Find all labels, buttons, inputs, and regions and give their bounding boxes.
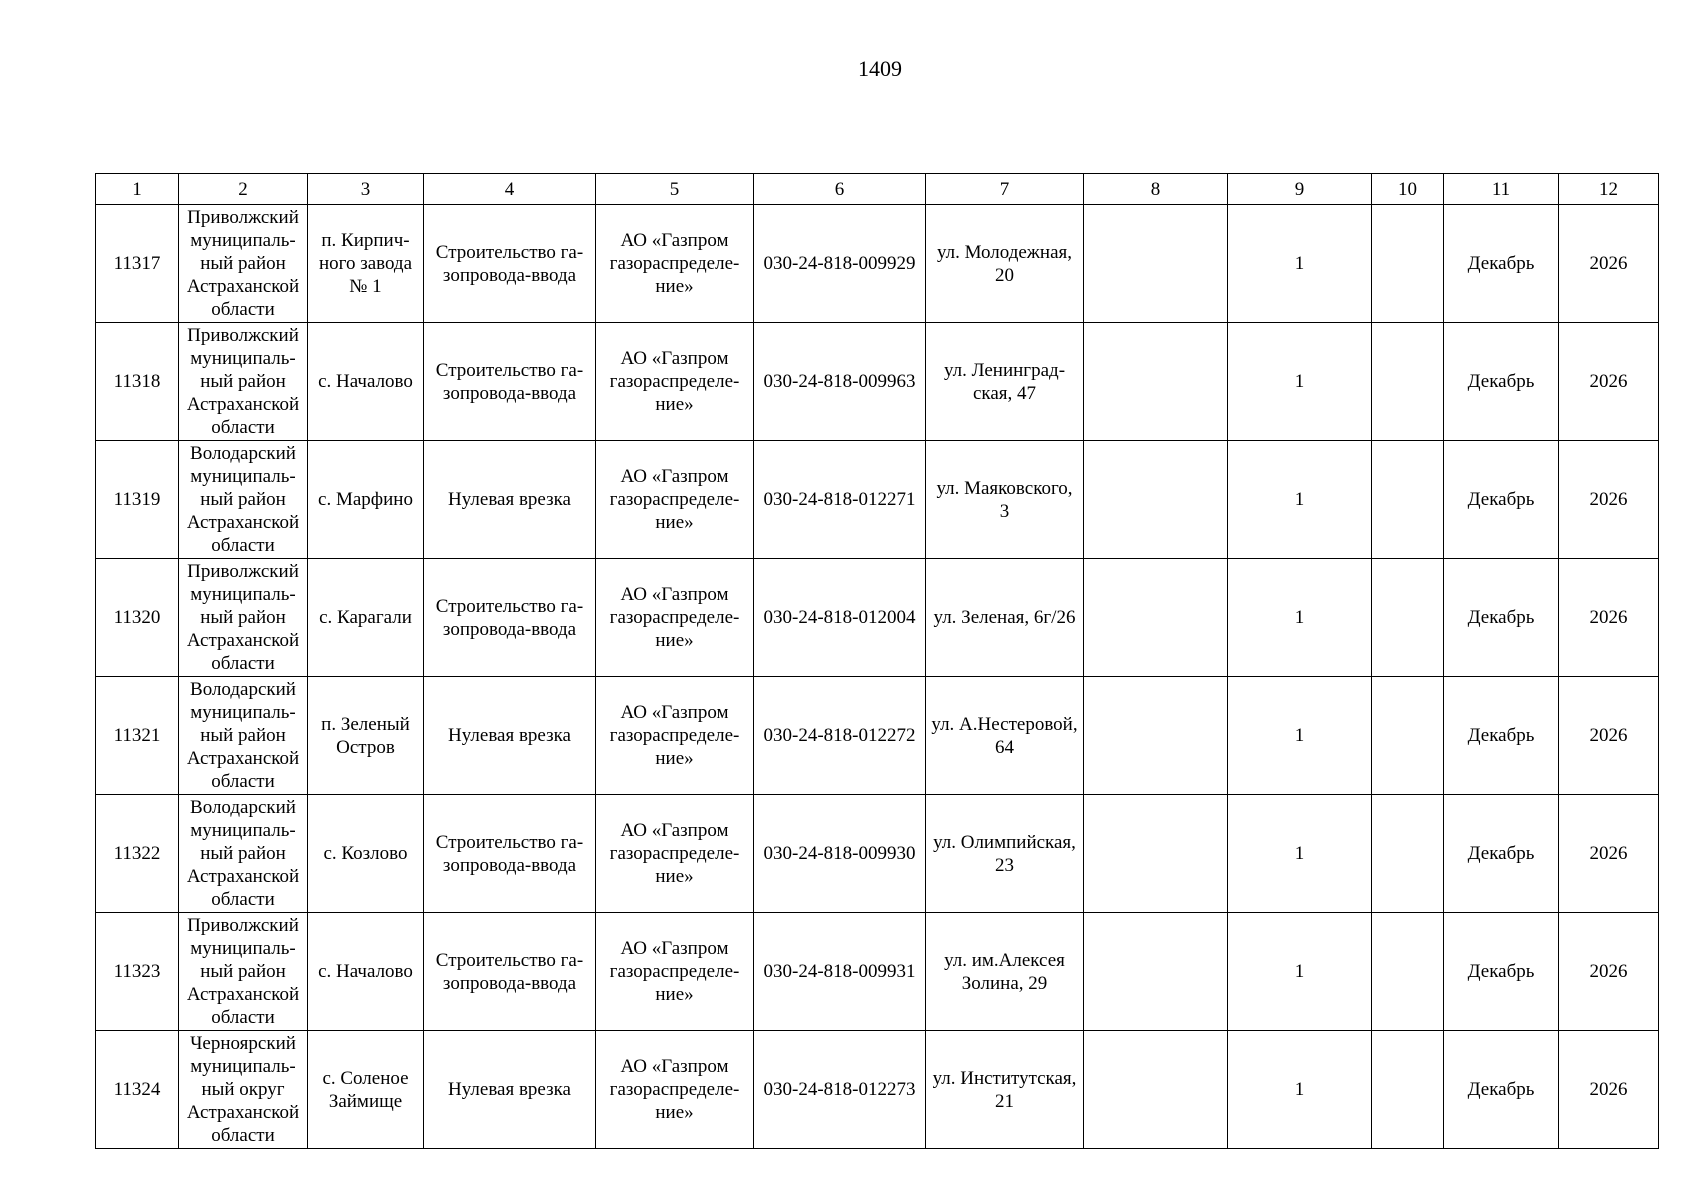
row-number-cell: 11321 [96, 677, 179, 795]
settlement-cell-line: с. Карагали [319, 607, 412, 628]
district-cell-line: муниципаль- [190, 1056, 296, 1077]
organization-cell-line: ние» [655, 748, 694, 769]
work-type-cell-line: зопровода-ввода [442, 618, 577, 640]
settlement-cell [308, 441, 424, 559]
object-code-cell: 030-24-818-009931 [754, 913, 926, 1031]
organization-cell [596, 559, 754, 677]
year-cell: 2026 [1559, 559, 1659, 677]
address-cell-line: 3 [999, 500, 1010, 522]
organization-cell-line: ние» [655, 984, 694, 1005]
year-cell: 2026 [1559, 441, 1659, 559]
district-cell-line: Приволжский [187, 207, 299, 228]
column-10-cell [1372, 441, 1444, 559]
month-cell: Декабрь [1444, 795, 1559, 913]
address-cell [926, 677, 1084, 795]
work-type-cell [424, 913, 596, 1031]
work-type-cell-line: зопровода-ввода [442, 854, 577, 876]
work-type-cell-line: Строительство га- [435, 241, 584, 263]
address-cell-line: ул. Олимпийская, [933, 831, 1076, 853]
district-cell-line: муниципаль- [190, 348, 296, 369]
organization-cell-line: газораспределе- [609, 489, 740, 510]
column-10-cell [1372, 323, 1444, 441]
district-cell-line: Астраханской [186, 630, 300, 651]
work-type-cell-line: зопровода-ввода [442, 382, 577, 404]
settlement-cell-line: с. Началово [318, 961, 413, 982]
object-code-cell: 030-24-818-009929 [754, 205, 926, 323]
address-cell-line: 64 [995, 736, 1014, 758]
district-cell-line: ный район [200, 489, 286, 510]
work-type-cell-line: зопровода-ввода [442, 264, 577, 286]
table-row [96, 677, 1659, 795]
settlement-cell-line: с. Началово [318, 371, 413, 392]
organization-cell-line: АО «Газпром [620, 820, 729, 841]
count-cell: 1 [1228, 913, 1372, 1031]
district-cell-line: области [211, 889, 275, 910]
work-type-cell-line: Нулевая врезка [448, 725, 571, 746]
district-cell-line: области [211, 1007, 275, 1028]
organization-cell [596, 323, 754, 441]
address-cell-line: 21 [995, 1090, 1014, 1112]
column-header-7: 7 [926, 174, 1084, 205]
organization-cell-line: АО «Газпром [620, 584, 729, 605]
organization-cell-line: газораспределе- [609, 961, 740, 982]
count-cell: 1 [1228, 205, 1372, 323]
organization-cell [596, 205, 754, 323]
district-cell-line: ный округ [201, 1079, 285, 1100]
district-cell-line: ный район [200, 725, 286, 746]
organization-cell-line: ние» [655, 512, 694, 533]
count-cell: 1 [1228, 677, 1372, 795]
settlement-cell-line: с. Марфино [318, 489, 413, 510]
work-type-cell [424, 205, 596, 323]
table-row [96, 795, 1659, 913]
page-number: 1409 [858, 56, 902, 81]
column-8-cell [1084, 441, 1228, 559]
address-cell [926, 205, 1084, 323]
district-cell-line: Приволжский [187, 325, 299, 346]
organization-cell-line: газораспределе- [609, 371, 740, 392]
work-type-cell-line: Строительство га- [435, 595, 584, 617]
count-cell: 1 [1228, 1031, 1372, 1149]
address-cell-line: ул. Молодежная, [936, 241, 1073, 263]
organization-cell-line: АО «Газпром [620, 1056, 729, 1077]
column-header-10: 10 [1372, 174, 1444, 205]
row-number-cell: 11317 [96, 205, 179, 323]
district-cell [179, 677, 308, 795]
organization-cell-line: АО «Газпром [620, 938, 729, 959]
address-cell [926, 1031, 1084, 1149]
object-code-cell: 030-24-818-009963 [754, 323, 926, 441]
district-cell-line: Астраханской [186, 512, 300, 533]
work-type-cell-line: Строительство га- [435, 831, 584, 853]
address-cell [926, 559, 1084, 677]
organization-cell-line: газораспределе- [609, 253, 740, 274]
column-header-6: 6 [754, 174, 926, 205]
table-body [96, 205, 1659, 1149]
column-8-cell [1084, 1031, 1228, 1149]
year-cell: 2026 [1559, 205, 1659, 323]
row-number-cell: 11319 [96, 441, 179, 559]
organization-cell-line: ние» [655, 630, 694, 651]
district-cell-line: области [211, 535, 275, 556]
district-cell-line: ный район [200, 253, 286, 274]
settlement-cell [308, 795, 424, 913]
count-cell: 1 [1228, 795, 1372, 913]
district-cell-line: области [211, 299, 275, 320]
month-cell: Декабрь [1444, 323, 1559, 441]
district-cell-line: Приволжский [187, 915, 299, 936]
district-cell-line: ный район [200, 843, 286, 864]
district-cell-line: Астраханской [186, 748, 300, 769]
address-cell-line: 20 [995, 264, 1014, 286]
year-cell: 2026 [1559, 677, 1659, 795]
organization-cell-line: ние» [655, 866, 694, 887]
work-type-cell-line: Нулевая врезка [448, 1079, 571, 1100]
organization-cell-line: газораспределе- [609, 607, 740, 628]
organization-cell [596, 795, 754, 913]
organization-cell [596, 441, 754, 559]
address-cell [926, 795, 1084, 913]
work-type-cell-line: зопровода-ввода [442, 972, 577, 994]
row-number-cell: 11322 [96, 795, 179, 913]
year-cell: 2026 [1559, 913, 1659, 1031]
organization-cell-line: АО «Газпром [620, 348, 729, 369]
organization-cell-line: ние» [655, 1102, 694, 1123]
month-cell: Декабрь [1444, 205, 1559, 323]
column-header-5: 5 [596, 174, 754, 205]
table-row [96, 323, 1659, 441]
column-8-cell [1084, 559, 1228, 677]
organization-cell-line: газораспределе- [609, 843, 740, 864]
column-10-cell [1372, 795, 1444, 913]
settlement-cell-line: Займище [328, 1090, 403, 1112]
address-cell [926, 913, 1084, 1031]
work-type-cell-line: Нулевая врезка [448, 489, 571, 510]
work-type-cell [424, 323, 596, 441]
address-cell-line: ул. Маяковского, [936, 477, 1073, 499]
district-cell-line: Володарский [190, 797, 296, 818]
settlement-cell-line: п. Кирпич- [321, 230, 410, 251]
count-cell: 1 [1228, 441, 1372, 559]
work-type-cell [424, 1031, 596, 1149]
organization-cell-line: АО «Газпром [620, 702, 729, 723]
district-cell-line: области [211, 417, 275, 438]
count-cell: 1 [1228, 323, 1372, 441]
row-number-cell: 11324 [96, 1031, 179, 1149]
organization-cell-line: газораспределе- [609, 1079, 740, 1100]
column-8-cell [1084, 913, 1228, 1031]
column-header-8: 8 [1084, 174, 1228, 205]
district-cell-line: области [211, 1125, 275, 1146]
row-number-cell: 11318 [96, 323, 179, 441]
organization-cell-line: АО «Газпром [620, 230, 729, 251]
settlement-cell-line: п. Зеленый [321, 713, 410, 735]
month-cell: Декабрь [1444, 559, 1559, 677]
settlement-cell [308, 559, 424, 677]
district-cell [179, 795, 308, 913]
column-header-12: 12 [1559, 174, 1659, 205]
district-cell-line: Приволжский [187, 561, 299, 582]
row-number-cell: 11320 [96, 559, 179, 677]
work-type-cell [424, 441, 596, 559]
address-cell-line: 23 [995, 854, 1014, 876]
month-cell: Декабрь [1444, 913, 1559, 1031]
district-cell-line: ный район [200, 371, 286, 392]
district-cell-line: области [211, 653, 275, 674]
address-cell-line: ул. им.Алексея [944, 949, 1065, 971]
object-code-cell: 030-24-818-012272 [754, 677, 926, 795]
month-cell: Декабрь [1444, 441, 1559, 559]
table-row [96, 205, 1659, 323]
object-code-cell: 030-24-818-012271 [754, 441, 926, 559]
address-cell-line: ул. Институтская, [932, 1067, 1077, 1089]
district-cell-line: Черноярский [190, 1033, 296, 1054]
district-cell-line: Астраханской [186, 394, 300, 415]
table-header [96, 174, 1659, 205]
organization-cell-line: АО «Газпром [620, 466, 729, 487]
district-cell [179, 559, 308, 677]
settlement-cell-line: Остров [336, 736, 395, 758]
column-header-2: 2 [179, 174, 308, 205]
address-cell-line: ская, 47 [972, 382, 1037, 404]
district-cell [179, 1031, 308, 1149]
year-cell: 2026 [1559, 795, 1659, 913]
address-cell-line: ул. Ленинград- [943, 359, 1066, 381]
address-cell-line: Золина, 29 [961, 972, 1048, 994]
column-8-cell [1084, 323, 1228, 441]
district-cell-line: Астраханской [186, 1102, 300, 1123]
column-10-cell [1372, 559, 1444, 677]
district-cell-line: Володарский [190, 679, 296, 700]
object-code-cell: 030-24-818-012004 [754, 559, 926, 677]
column-10-cell [1372, 205, 1444, 323]
district-cell-line: муниципаль- [190, 938, 296, 959]
district-cell-line: муниципаль- [190, 230, 296, 251]
table-row [96, 559, 1659, 677]
district-cell-line: муниципаль- [190, 584, 296, 605]
column-8-cell [1084, 677, 1228, 795]
settlement-cell-line: с. Соленое [322, 1067, 409, 1089]
table-row [96, 913, 1659, 1031]
month-cell: Декабрь [1444, 1031, 1559, 1149]
district-cell-line: муниципаль- [190, 466, 296, 487]
column-header-1: 1 [96, 174, 179, 205]
district-cell-line: ный район [200, 961, 286, 982]
work-type-cell [424, 559, 596, 677]
address-cell-line: ул. Зеленая, 6г/26 [933, 607, 1076, 628]
district-cell [179, 913, 308, 1031]
count-cell: 1 [1228, 559, 1372, 677]
address-cell [926, 441, 1084, 559]
column-header-9: 9 [1228, 174, 1372, 205]
table-row [96, 1031, 1659, 1149]
address-cell-line: ул. А.Нестеровой, [931, 713, 1078, 735]
address-cell [926, 323, 1084, 441]
settlement-cell [308, 323, 424, 441]
settlement-cell-line: № 1 [349, 276, 382, 297]
column-header-11: 11 [1444, 174, 1559, 205]
district-cell-line: ный район [200, 607, 286, 628]
column-8-cell [1084, 795, 1228, 913]
column-header-3: 3 [308, 174, 424, 205]
settlement-cell [308, 205, 424, 323]
row-number-cell: 11323 [96, 913, 179, 1031]
district-cell [179, 205, 308, 323]
organization-cell-line: ние» [655, 394, 694, 415]
column-10-cell [1372, 913, 1444, 1031]
organization-cell [596, 913, 754, 1031]
column-8-cell [1084, 205, 1228, 323]
district-cell-line: Володарский [190, 443, 296, 464]
work-type-cell-line: Строительство га- [435, 359, 584, 381]
table-row [96, 441, 1659, 559]
settlement-cell [308, 1031, 424, 1149]
district-cell [179, 323, 308, 441]
settlement-cell-line: с. Козлово [323, 843, 408, 864]
object-code-cell: 030-24-818-012273 [754, 1031, 926, 1149]
work-type-cell [424, 677, 596, 795]
object-code-cell: 030-24-818-009930 [754, 795, 926, 913]
year-cell: 2026 [1559, 323, 1659, 441]
header-row [96, 174, 1659, 205]
data-table [95, 173, 1659, 1149]
month-cell: Декабрь [1444, 677, 1559, 795]
organization-cell-line: ние» [655, 276, 694, 297]
organization-cell-line: газораспределе- [609, 725, 740, 746]
year-cell: 2026 [1559, 1031, 1659, 1149]
district-cell-line: Астраханской [186, 866, 300, 887]
work-type-cell-line: Строительство га- [435, 949, 584, 971]
organization-cell [596, 1031, 754, 1149]
column-10-cell [1372, 677, 1444, 795]
settlement-cell-line: ного завода [318, 253, 413, 274]
district-cell-line: области [211, 771, 275, 792]
district-cell [179, 441, 308, 559]
district-cell-line: Астраханской [186, 984, 300, 1005]
district-cell-line: муниципаль- [190, 702, 296, 723]
column-10-cell [1372, 1031, 1444, 1149]
organization-cell [596, 677, 754, 795]
district-cell-line: Астраханской [186, 276, 300, 297]
settlement-cell [308, 677, 424, 795]
work-type-cell [424, 795, 596, 913]
column-header-4: 4 [424, 174, 596, 205]
district-cell-line: муниципаль- [190, 820, 296, 841]
settlement-cell [308, 913, 424, 1031]
